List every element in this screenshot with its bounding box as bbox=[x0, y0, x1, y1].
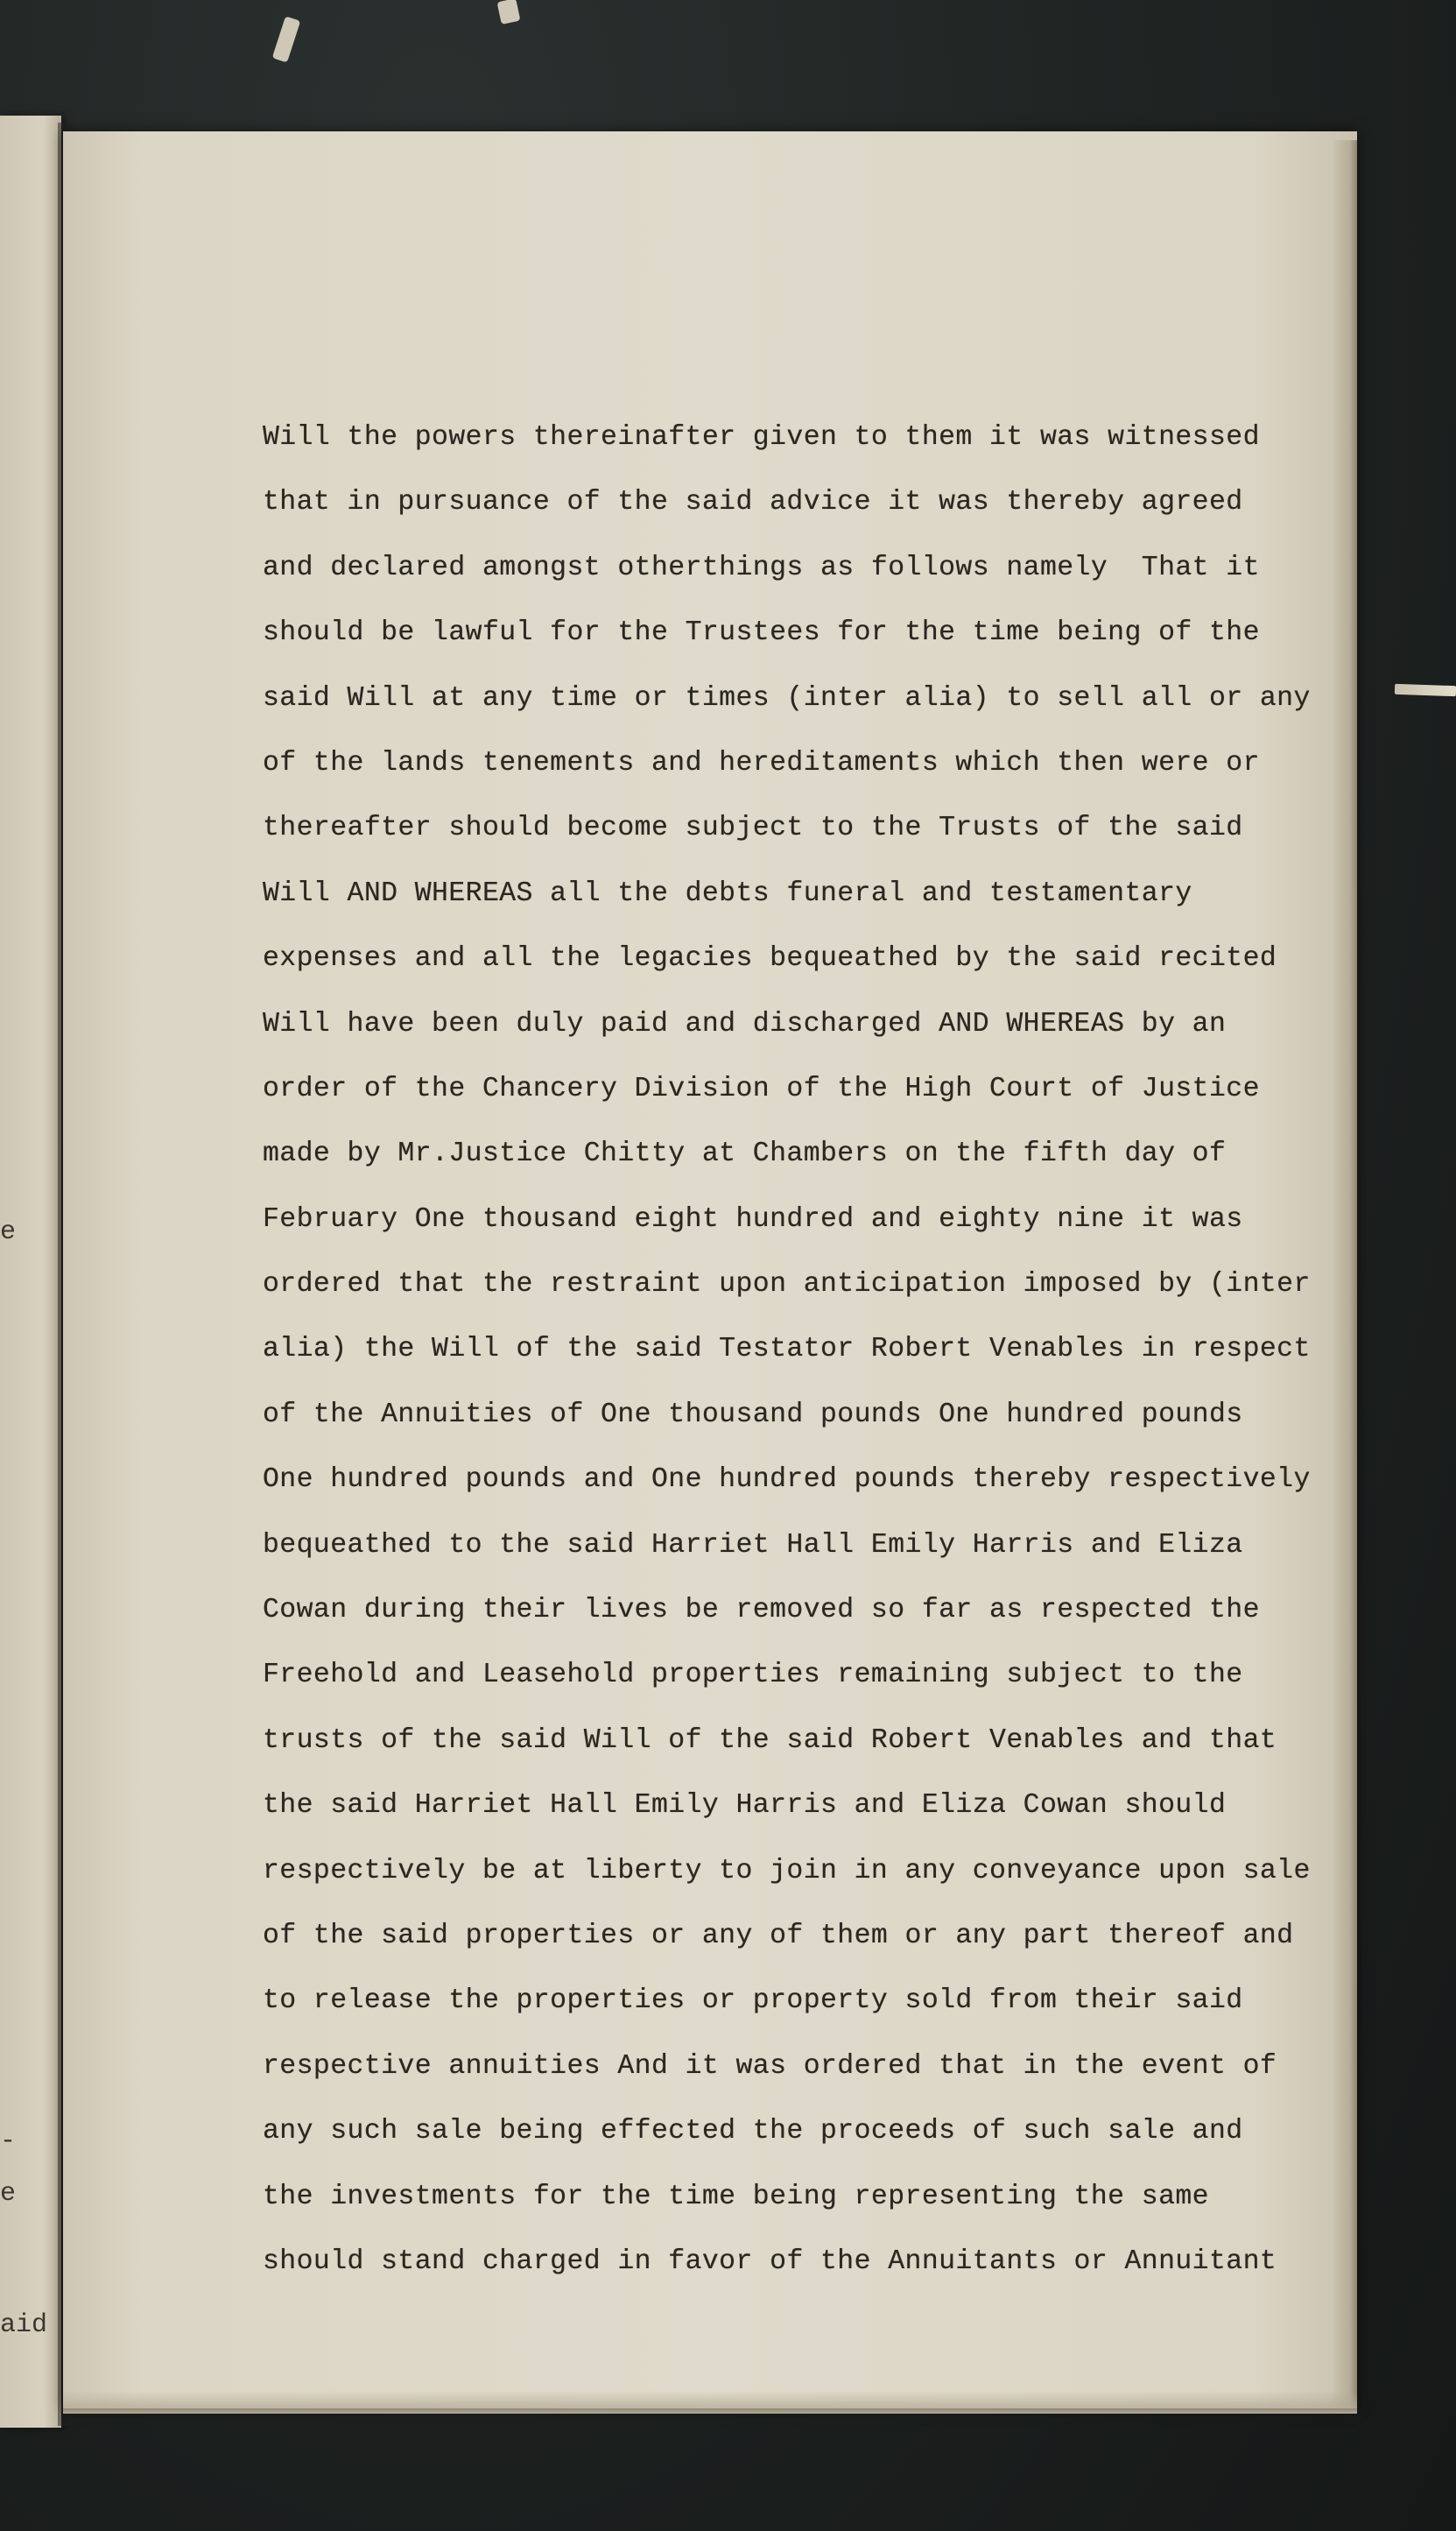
text-line: of the said properties or any of them or any part thereof and bbox=[263, 1920, 1294, 1951]
facing-page-fragment: e bbox=[0, 1217, 17, 1247]
text-line: Will the powers thereinafter given to them it was witnessed bbox=[263, 422, 1260, 453]
text-line: the said Harriet Hall Emily Harris and Eliza Cowan should bbox=[263, 1790, 1227, 1822]
text-line: should stand charged in favor of the Annuitants or Annuitant bbox=[263, 2245, 1277, 2277]
text-line: February One thousand eight hundred and eighty nine it was bbox=[263, 1203, 1243, 1235]
facing-page-fragment: aid bbox=[0, 2310, 48, 2340]
text-line: to release the properties or property sold from their said bbox=[263, 1985, 1243, 2017]
text-line: said Will at any time or times (inter alia) to sell all or any bbox=[263, 682, 1311, 714]
page-bottom-edge bbox=[63, 2391, 1357, 2414]
text-line: of the Annuities of One thousand pounds One hundred pounds bbox=[263, 1399, 1243, 1430]
text-line: the investments for the time being representing the same bbox=[263, 2181, 1209, 2212]
text-line: respectively be at liberty to join in any conveyance upon sale bbox=[263, 1855, 1311, 1886]
text-line: trusts of the said Will of the said Robert Venables and that bbox=[263, 1724, 1277, 1756]
paper-scrap bbox=[497, 0, 521, 25]
text-line: that in pursuance of the said advice it was thereby agreed bbox=[263, 487, 1243, 518]
facing-page-edge bbox=[0, 116, 61, 2428]
text-line: expenses and all the legacies bequeathed by the said recited bbox=[263, 943, 1277, 975]
text-line: alia) the Will of the said Testator Robert Venables in respect bbox=[263, 1334, 1311, 1365]
protruding-page-stub bbox=[1395, 684, 1456, 696]
facing-page-fragment: - bbox=[0, 2126, 17, 2156]
text-line: bequeathed to the said Harriet Hall Emily Harris and Eliza bbox=[263, 1529, 1243, 1561]
text-line: thereafter should become subject to the Trusts of the said bbox=[263, 813, 1243, 844]
text-line: made by Mr.Justice Chitty at Chambers on the fifth day of bbox=[263, 1139, 1227, 1170]
typed-text-body bbox=[263, 412, 1357, 2301]
facing-page-fragment: e bbox=[0, 2179, 17, 2209]
text-line: Will have been duly paid and discharged AND WHEREAS by an bbox=[263, 1008, 1227, 1040]
text-line: Freehold and Leasehold properties remaining subject to the bbox=[263, 1660, 1243, 1691]
text-line: any such sale being effected the proceeds of such sale and bbox=[263, 2116, 1243, 2147]
text-line: should be lawful for the Trustees for the time being of the bbox=[263, 617, 1260, 649]
text-line: and declared amongst otherthings as follows namely That it bbox=[263, 552, 1260, 583]
text-line: One hundred pounds and One hundred pounds thereby respectively bbox=[263, 1464, 1311, 1496]
text-line: order of the Chancery Division of the High Court of Justice bbox=[263, 1073, 1260, 1104]
text-line: respective annuities And it was ordered that in the event of bbox=[263, 2050, 1277, 2082]
text-line: ordered that the restraint upon anticipation imposed by (inter bbox=[263, 1269, 1311, 1301]
text-line: Cowan during their lives be removed so far as respected the bbox=[263, 1595, 1260, 1626]
text-line: Will AND WHEREAS all the debts funeral and testamentary bbox=[263, 878, 1192, 909]
text-line: of the lands tenements and hereditaments which then were or bbox=[263, 747, 1260, 779]
